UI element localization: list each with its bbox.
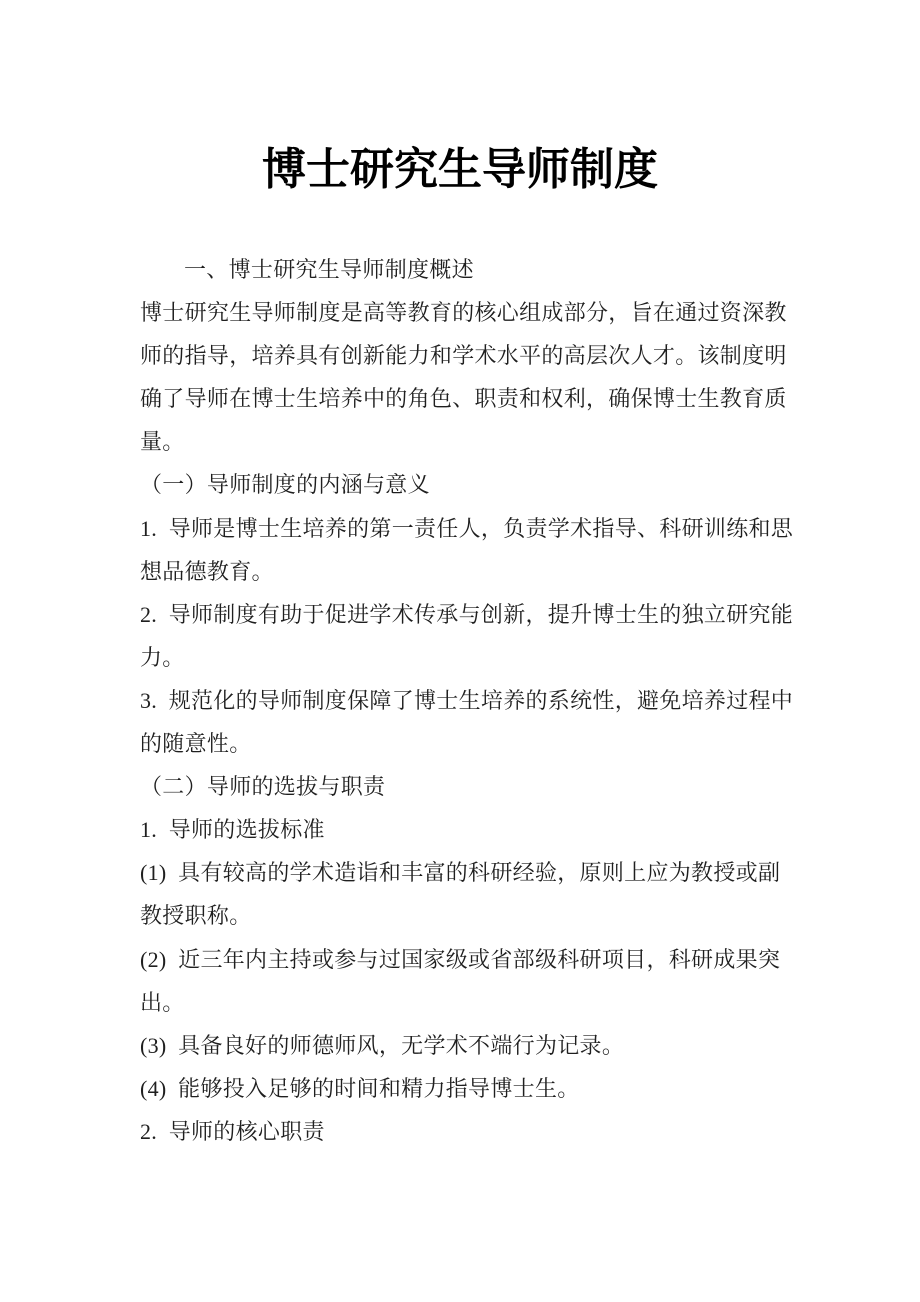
text-line: 出。 (140, 989, 185, 1015)
paragraph-numbered-item (140, 808, 800, 851)
text-line: (4) 能够投入足够的时间和精力指导博士生。 (140, 1075, 580, 1101)
paragraph-sub-heading (140, 463, 800, 506)
paragraph-body (140, 291, 800, 463)
text-line: 的随意性。 (140, 731, 252, 757)
paragraph-numbered-item (140, 593, 800, 679)
text-line: 量。 (140, 429, 185, 455)
text-line: 1. 导师是博士生培养的第一责任人，负责学术指导、科研训练和思 (140, 515, 794, 541)
paragraph-sub-heading (140, 765, 800, 808)
text-line: （二）导师的选拔与职责 (140, 774, 386, 800)
text-line: 3. 规范化的导师制度保障了博士生培养的系统性，避免培养过程中 (140, 687, 794, 713)
text-line: (1) 具有较高的学术造诣和丰富的科研经验，原则上应为教授或副 (140, 860, 781, 886)
text-line: 师的指导，培养具有创新能力和学术水平的高层次人才。该制度明 (140, 343, 787, 369)
text-line: 博士研究生导师制度是高等教育的核心组成部分，旨在通过资深教 (140, 300, 787, 326)
text-line: （一）导师制度的内涵与意义 (140, 472, 430, 498)
text-line: 想品德教育。 (140, 558, 274, 584)
text-line: 2. 导师制度有助于促进学术传承与创新，提升博士生的独立研究能 (140, 601, 794, 627)
document-title: 博士研究生导师制度 (262, 145, 658, 194)
text-line: 力。 (140, 644, 185, 670)
text-line: (3) 具备良好的师德师风，无学术不端行为记录。 (140, 1032, 625, 1058)
paragraph-list-item (140, 938, 800, 1024)
text-line: (2) 近三年内主持或参与过国家级或省部级科研项目，科研成果突 (140, 946, 781, 972)
text-line: 确了导师在博士生培养中的角色、职责和权利，确保博士生教育质 (140, 386, 787, 412)
paragraph-list-item (140, 1024, 800, 1067)
paragraph-numbered-item (140, 1110, 800, 1153)
text-line: 2. 导师的核心职责 (140, 1118, 325, 1144)
text-line: 一、博士研究生导师制度概述 (184, 257, 474, 282)
document-body (140, 248, 800, 1153)
paragraph-numbered-item (140, 679, 800, 765)
text-line: 1. 导师的选拔标准 (140, 817, 325, 843)
paragraph-list-item (140, 1067, 800, 1110)
paragraph-numbered-item (140, 507, 800, 593)
text-line: 教授职称。 (140, 903, 252, 929)
paragraph-section-heading (140, 248, 800, 291)
paragraph-list-item (140, 851, 800, 937)
